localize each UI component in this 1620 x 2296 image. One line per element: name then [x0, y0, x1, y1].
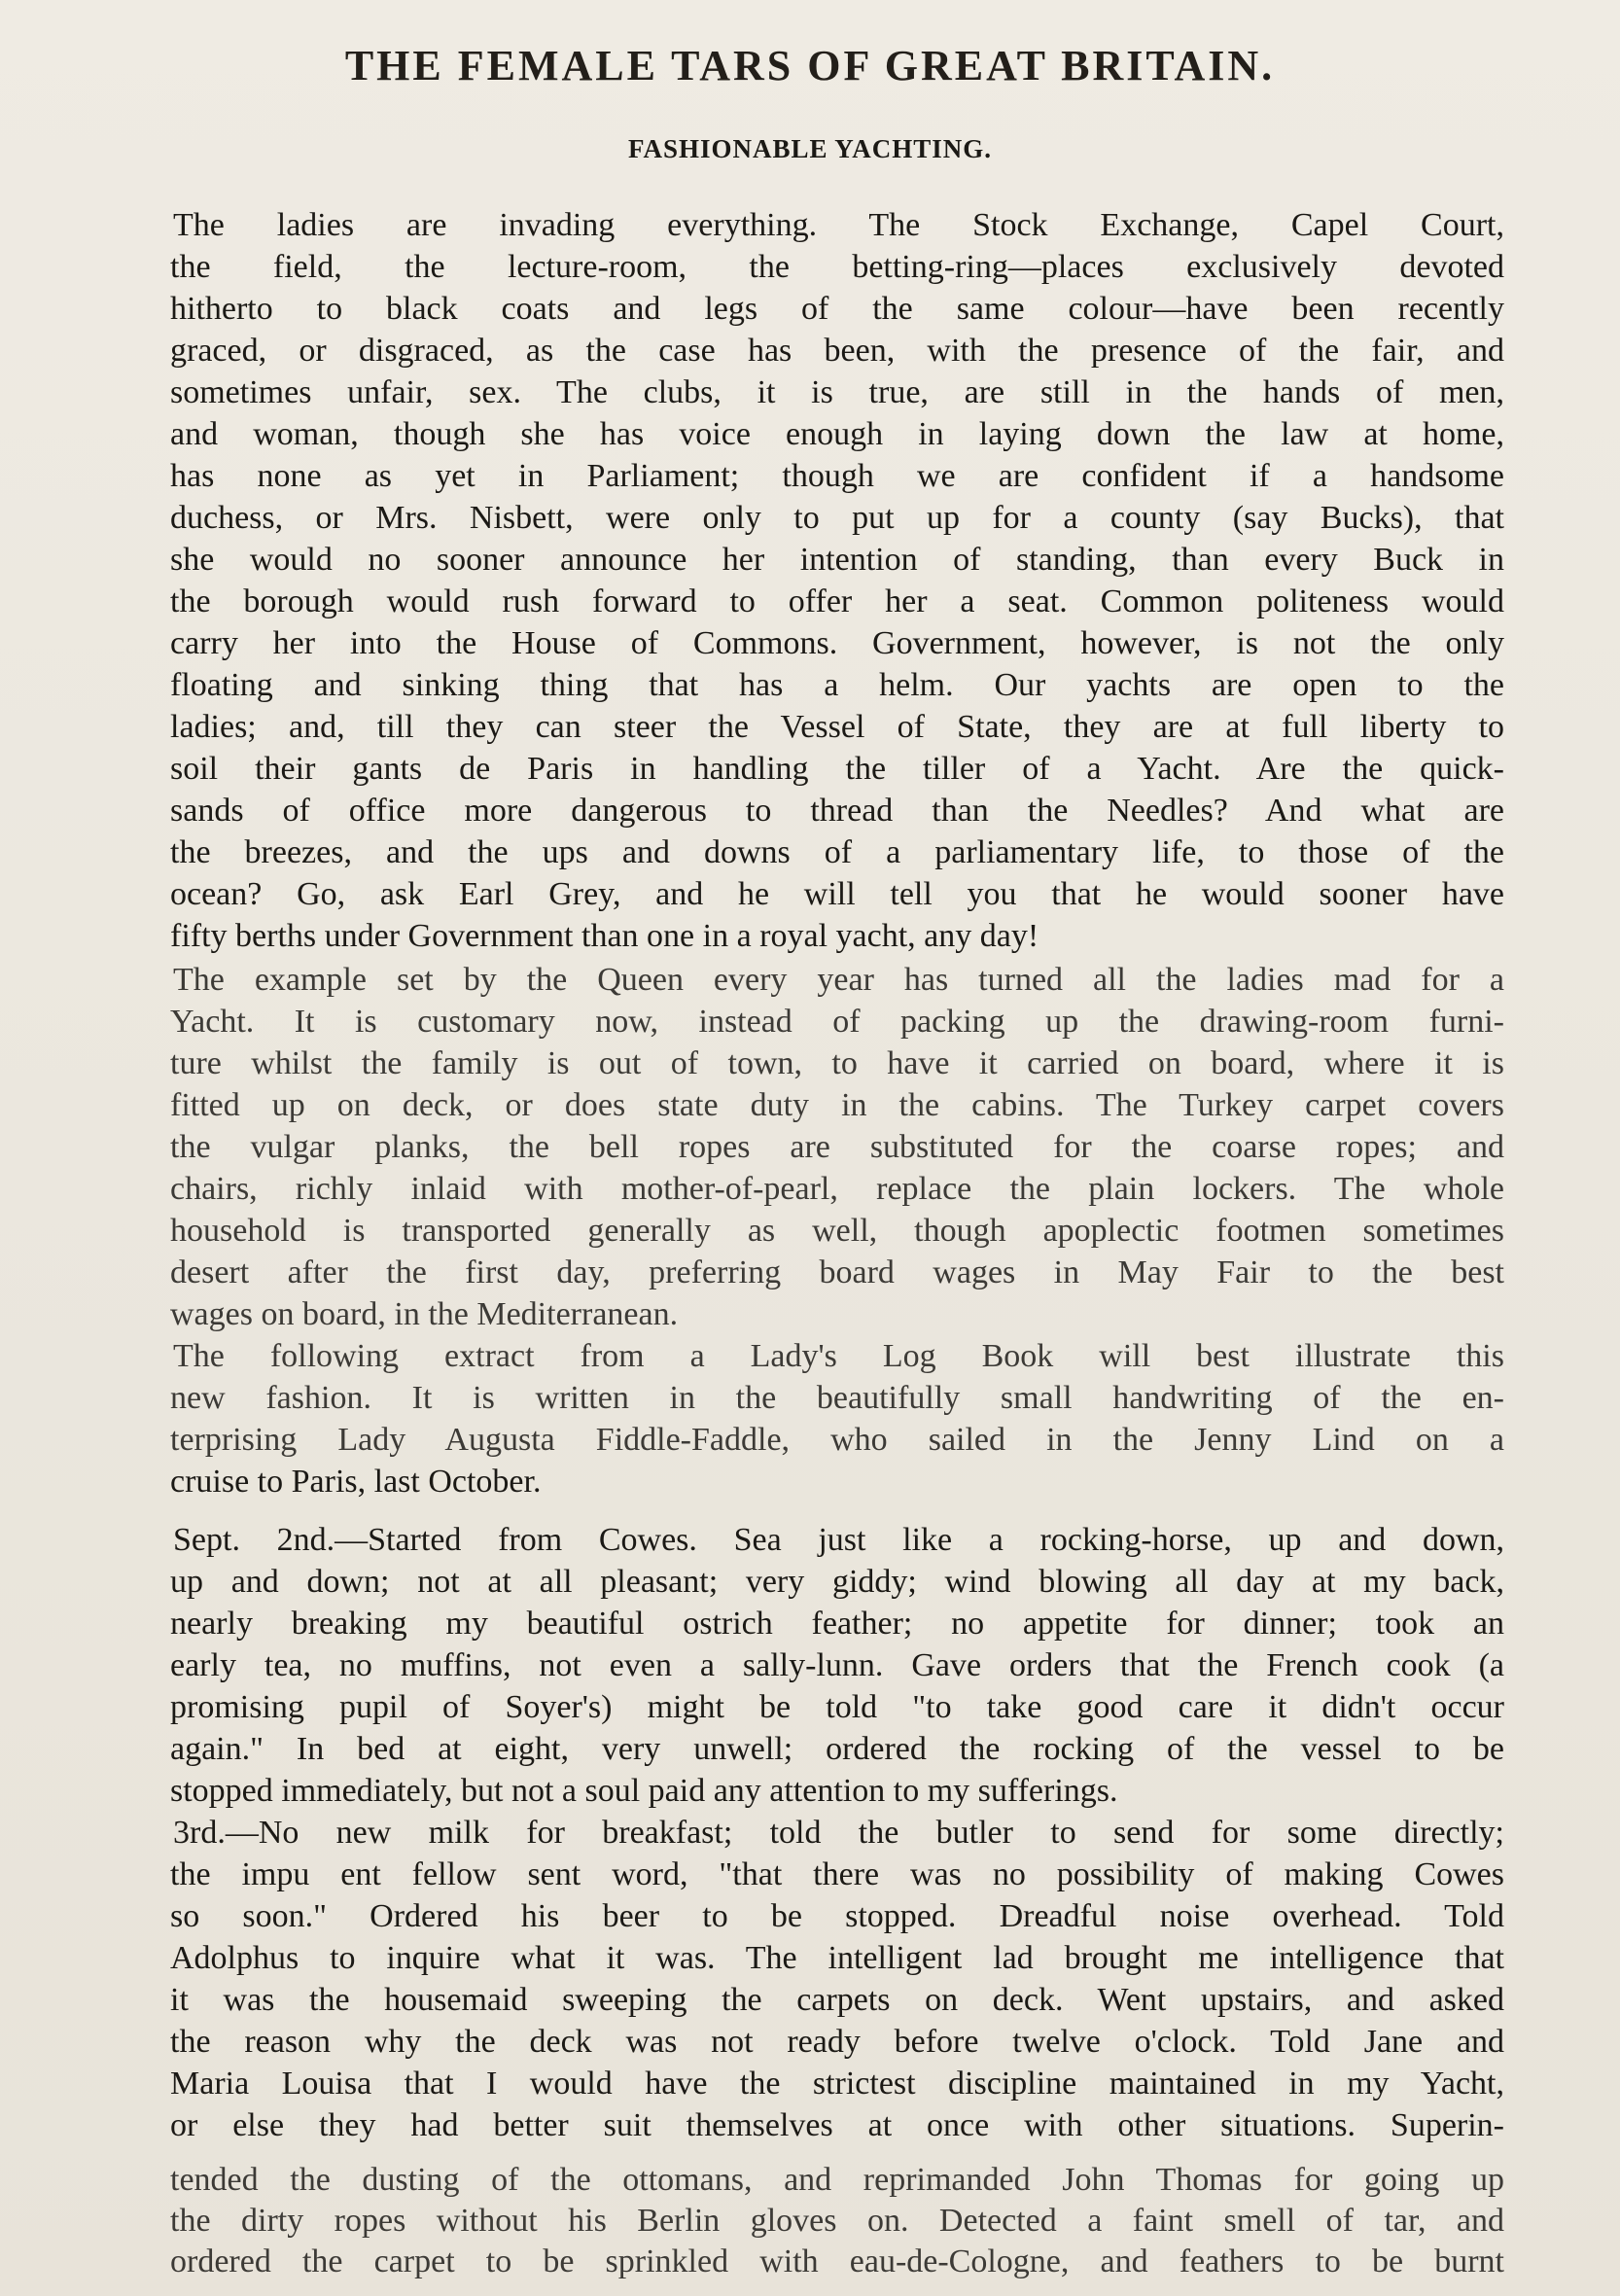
text-line: so soon." Ordered his beer to be stopped. Dreadful noise overhead. Told [170, 1898, 1504, 1934]
text-line: the breezes, and the ups and downs of a parliamentary life, to those of the [170, 834, 1504, 870]
text-line: The example set by the Queen every year has turned all the ladies mad for a [173, 962, 1504, 998]
text-line: new fashion. It is written in the beautifully small handwriting of the en- [170, 1380, 1504, 1416]
text-line: the reason why the deck was not ready before twelve o'clock. Told Jane and [170, 2024, 1504, 2060]
text-line: Yacht. It is customary now, instead of packing up the drawing-room furni- [170, 1004, 1504, 1040]
text-line: terprising Lady Augusta Fiddle-Faddle, who sailed in the Jenny Lind on a [170, 1422, 1504, 1458]
text-line: fitted up on deck, or does state duty in the cabins. The Turkey carpet covers [170, 1087, 1504, 1123]
text-line: the impu ent fellow sent word, "that there was no possibility of making Cowes [170, 1856, 1504, 1892]
text-line: desert after the first day, preferring board wages in May Fair to the best [170, 1254, 1504, 1290]
text-line: fifty berths under Government than one in a royal yacht, any day! [170, 918, 1039, 954]
text-line: Maria Louisa that I would have the strictest discipline maintained in my Yacht, [170, 2066, 1504, 2102]
text-line: The following extract from a Lady's Log Book will best illustrate this [173, 1338, 1504, 1374]
text-line: ocean? Go, ask Earl Grey, and he will tell you that he would sooner have [170, 876, 1504, 912]
text-line: and woman, though she has voice enough in laying down the law at home, [170, 416, 1504, 452]
text-line: early tea, no muffins, not even a sally-lunn. Gave orders that the French cook (a [170, 1647, 1504, 1683]
text-line: The ladies are invading everything. The Stock Exchange, Capel Court, [173, 207, 1504, 243]
text-line: nearly breaking my beautiful ostrich feather; no appetite for dinner; took an [170, 1606, 1504, 1642]
text-line: the vulgar planks, the bell ropes are substituted for the coarse ropes; and [170, 1129, 1504, 1165]
text-line: sands of office more dangerous to thread than the Needles? And what are [170, 793, 1504, 829]
text-line: carry her into the House of Commons. Government, however, is not the only [170, 625, 1504, 661]
text-line: duchess, or Mrs. Nisbett, were only to put up for a county (say Bucks), that [170, 500, 1504, 536]
text-line: wages on board, in the Mediterranean. [170, 1296, 679, 1332]
text-line: sometimes unfair, sex. The clubs, it is true, are still in the hands of men, [170, 374, 1504, 410]
text-line: floating and sinking thing that has a helm. Our yachts are open to the [170, 667, 1504, 703]
text-line: up and down; not at all pleasant; very giddy; wind blowing all day at my back, [170, 1564, 1504, 1600]
text-line: hitherto to black coats and legs of the same colour—have been recently [170, 291, 1504, 327]
text-line: promising pupil of Soyer's) might be told "to take good care it didn't occur [170, 1689, 1504, 1725]
text-line: the field, the lecture-room, the betting-ring—places exclusively devoted [170, 249, 1504, 285]
text-line: stopped immediately, but not a soul paid any attention to my sufferings. [170, 1773, 1118, 1809]
text-line: 3rd.—No new milk for breakfast; told the butler to send for some directly; [173, 1815, 1504, 1851]
text-line: Sept. 2nd.—Started from Cowes. Sea just like a rocking-horse, up and down, [173, 1522, 1504, 1558]
text-line: cruise to Paris, last October. [170, 1464, 542, 1500]
text-line: ordered the carpet to be sprinkled with eau-de-Cologne, and feathers to be burnt [170, 2243, 1504, 2279]
text-line: Adolphus to inquire what it was. The intelligent lad brought me intelligence that [170, 1940, 1504, 1976]
text-line: household is transported generally as well, though apoplectic footmen sometimes [170, 1213, 1504, 1249]
text-line: the borough would rush forward to offer her a seat. Common politeness would [170, 583, 1504, 619]
text-line: tended the dusting of the ottomans, and reprimanded John Thomas for going up [170, 2162, 1504, 2198]
page-title: THE FEMALE TARS OF GREAT BRITAIN. [344, 42, 1276, 89]
text-line: ture whilst the family is out of town, to have it carried on board, where it is [170, 1045, 1504, 1081]
text-line: she would no sooner announce her intention of standing, than every Buck in [170, 542, 1504, 578]
section-subtitle: FASHIONABLE YACHTING. [627, 134, 993, 163]
text-line: again." In bed at eight, very unwell; ordered the rocking of the vessel to be [170, 1731, 1504, 1767]
text-line: has none as yet in Parliament; though we are confident if a handsome [170, 458, 1504, 494]
text-line: ladies; and, till they can steer the Vessel of State, they are at full liberty to [170, 709, 1504, 745]
text-line: or else they had better suit themselves at once with other situations. Superin- [170, 2107, 1504, 2143]
text-line: graced, or disgraced, as the case has been, with the presence of the fair, and [170, 333, 1504, 369]
text-line: chairs, richly inlaid with mother-of-pearl, replace the plain lockers. The whole [170, 1171, 1504, 1207]
text-line: soil their gants de Paris in handling the tiller of a Yacht. Are the quick- [170, 751, 1504, 787]
text-line: it was the housemaid sweeping the carpets on deck. Went upstairs, and asked [170, 1982, 1504, 2018]
text-line: the dirty ropes without his Berlin gloves on. Detected a faint smell of tar, and [170, 2203, 1504, 2239]
